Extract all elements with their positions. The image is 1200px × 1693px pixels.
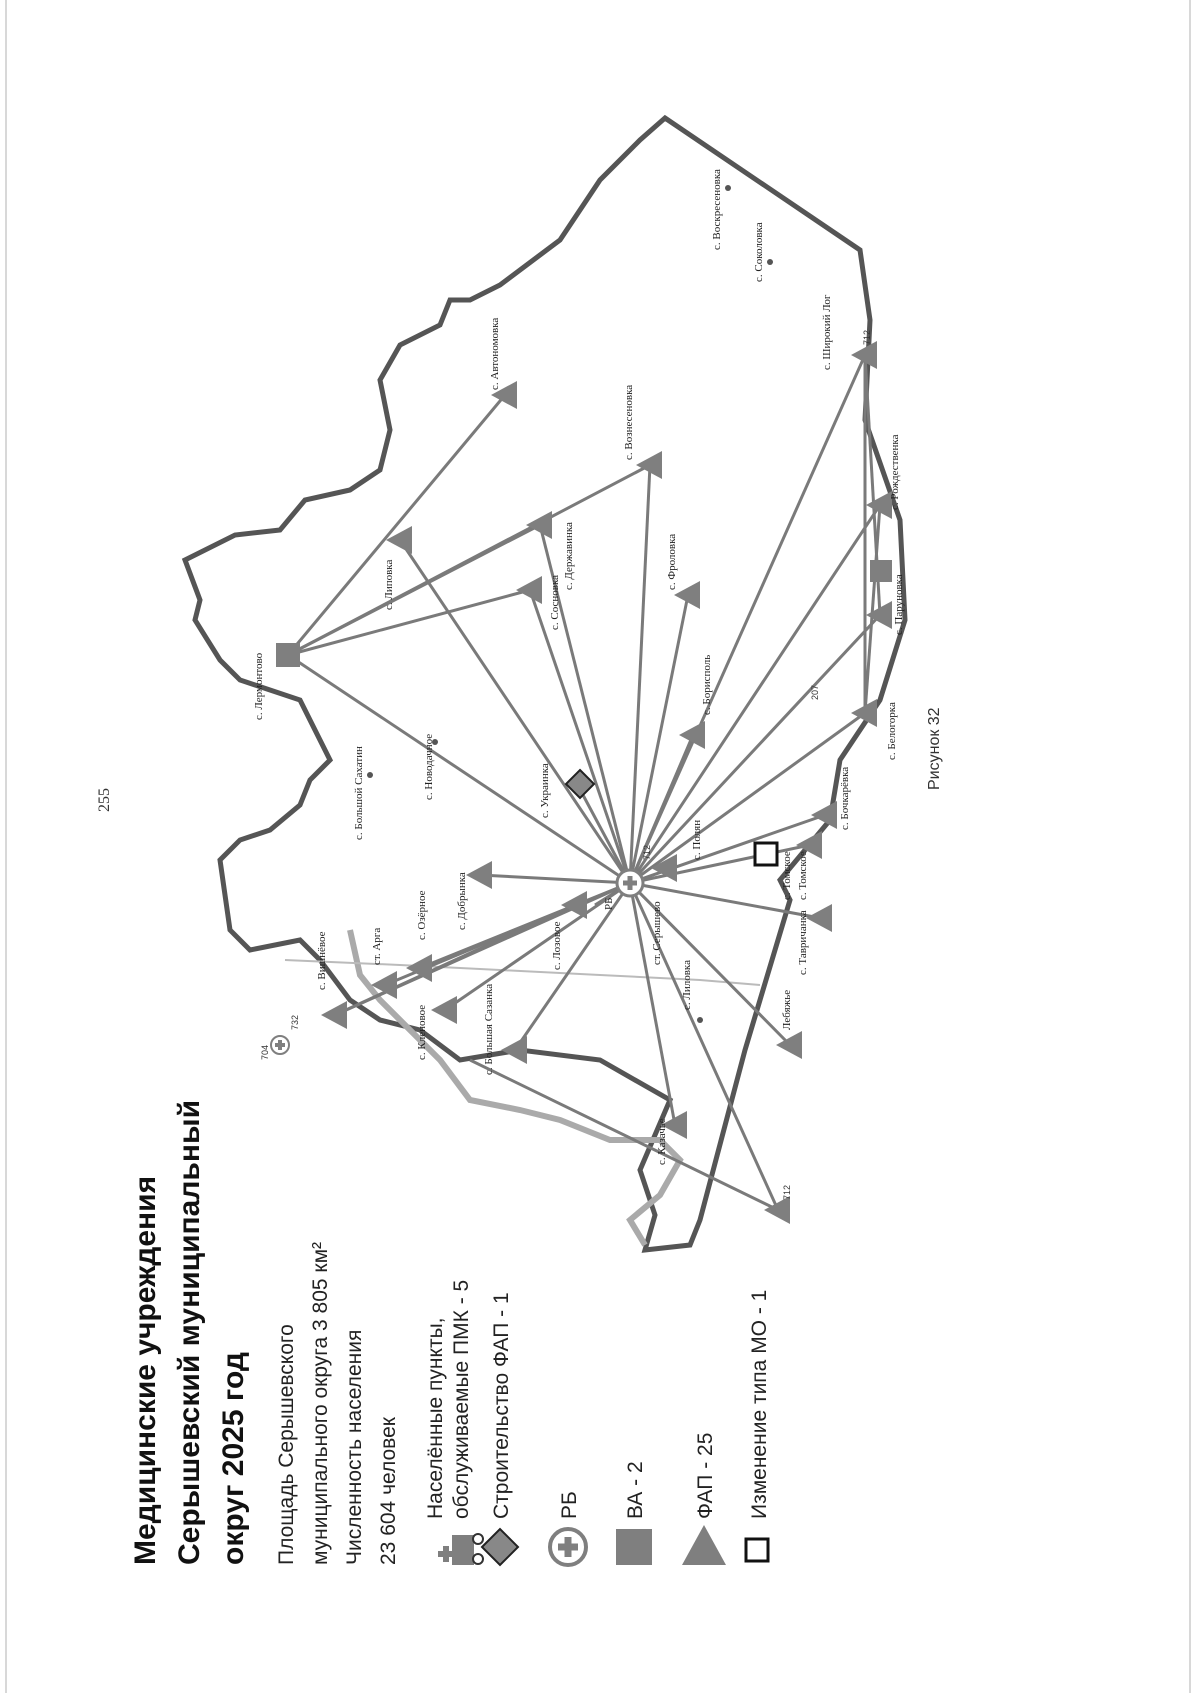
place-label: с. Рождественка bbox=[889, 434, 901, 510]
place-label: с. Вознесеновка bbox=[623, 384, 635, 460]
pmk-dot bbox=[367, 772, 373, 778]
place-label: с. Томское bbox=[797, 851, 809, 900]
fap-marker bbox=[321, 1001, 347, 1029]
change-type-marker bbox=[755, 843, 777, 865]
road-number: 712 bbox=[782, 1184, 792, 1200]
road-number: 704 bbox=[260, 1044, 270, 1060]
hub-road-label: 712 bbox=[642, 844, 652, 860]
line-to-dobrynka bbox=[480, 875, 630, 883]
place-label: с. Воскресеновка bbox=[711, 169, 723, 250]
legend-pmk-label-1: Населённые пункты, bbox=[424, 1317, 447, 1519]
place-label: с. Лиловка bbox=[681, 960, 693, 1010]
pmk-dot bbox=[697, 1017, 703, 1023]
fap-marker bbox=[501, 1036, 527, 1064]
place-label: с. Широкий Лог bbox=[821, 294, 833, 370]
place-label: с. Тавричанка bbox=[797, 910, 809, 975]
road-number: 712 bbox=[862, 329, 872, 345]
info-line-4: 23 604 человек bbox=[377, 1417, 400, 1565]
place-label: с. Добрынка bbox=[456, 872, 468, 930]
road-number: 207 bbox=[810, 684, 820, 700]
place-label: с. Новодачное bbox=[423, 733, 435, 800]
page-number: 255 bbox=[96, 788, 113, 812]
place-label: с. Украинка bbox=[539, 763, 551, 818]
district-border bbox=[185, 118, 905, 1250]
place-label: с. Борисполь bbox=[701, 654, 713, 715]
legend-fap-icon bbox=[682, 1525, 726, 1565]
legend-pmk-icon bbox=[438, 1534, 483, 1565]
hub-label: РБ bbox=[603, 897, 615, 910]
place-label: с. Полян bbox=[691, 819, 703, 860]
place-label: с. Озёрное bbox=[416, 890, 428, 940]
place-label: ст. Арга bbox=[371, 927, 383, 965]
place-label: с. Кленовое bbox=[416, 1004, 428, 1060]
info-line-3: Численность населения bbox=[343, 1329, 366, 1565]
fap-marker bbox=[526, 511, 552, 539]
place-label: с. Паруновка bbox=[893, 574, 905, 635]
place-label: с. Липовка bbox=[383, 559, 395, 610]
line-to-sosnovka bbox=[530, 590, 630, 883]
info-line-2: муниципального округа 3 805 км² bbox=[309, 1241, 332, 1565]
title-line-3: округ 2025 год bbox=[217, 1352, 250, 1565]
pmk-dot bbox=[767, 259, 773, 265]
info-line-1: Площадь Серышевского bbox=[275, 1324, 298, 1565]
line-lermontovo-avtonomovka bbox=[288, 395, 505, 655]
place-label: Лебяжье bbox=[781, 989, 793, 1030]
line-to-lipovka bbox=[400, 540, 630, 883]
title-line-1: Медицинские учреждения bbox=[129, 1175, 162, 1565]
central-hospital-marker bbox=[617, 870, 643, 896]
place-label: с. Бочкарёвка bbox=[839, 766, 851, 830]
fap-marker bbox=[386, 526, 412, 554]
va-marker-east bbox=[870, 560, 892, 582]
legend bbox=[424, 1280, 771, 1565]
legend-change-icon bbox=[746, 1539, 768, 1561]
place-label: с. Фроловка bbox=[666, 533, 678, 590]
line-to-shirokiy-log bbox=[630, 355, 865, 883]
line-to-voznesenovka bbox=[630, 465, 650, 883]
place-label: с. Большой Сахатин bbox=[353, 746, 365, 840]
fap-markers bbox=[321, 341, 892, 1224]
place-label: с. Лозовое bbox=[551, 921, 563, 970]
legend-va-label: ВА - 2 bbox=[624, 1461, 647, 1519]
place-label: с. Державинка bbox=[563, 522, 575, 590]
place-label: с. Сосновка bbox=[549, 574, 561, 630]
title-line-2: Серышевский муниципальный bbox=[173, 1099, 206, 1565]
place-label: ст. Серышево bbox=[651, 901, 663, 965]
line-west-south bbox=[470, 1060, 778, 1210]
fap-marker bbox=[561, 891, 587, 919]
legend-pmk-label-2: обслуживаемые ПМК - 5 bbox=[450, 1279, 473, 1519]
va-marker-lermontovo bbox=[276, 643, 300, 667]
hospital-marker-2 bbox=[271, 1036, 289, 1054]
line-to-lermontovo bbox=[288, 655, 630, 883]
road-number: 732 bbox=[290, 1014, 300, 1030]
line-lermontovo-sosnovka bbox=[288, 590, 530, 655]
legend-construction-icon bbox=[482, 1529, 518, 1565]
legend-fap-label: ФАП - 25 bbox=[694, 1432, 717, 1519]
place-label: с. Казачье bbox=[656, 1118, 668, 1165]
legend-construction-label: Строительство ФАП - 1 bbox=[490, 1292, 513, 1519]
place-label: с. Вишнёвое bbox=[316, 931, 328, 990]
place-labels bbox=[253, 169, 905, 1165]
figure-caption: Рисунок 32 bbox=[926, 707, 943, 790]
legend-rb-icon bbox=[550, 1529, 586, 1565]
fap-marker bbox=[516, 576, 542, 604]
fap-marker bbox=[466, 861, 492, 889]
title-block bbox=[129, 1100, 400, 1565]
road-numbers bbox=[260, 330, 872, 1200]
legend-rb-label: РБ bbox=[558, 1491, 581, 1519]
place-label: с. Белогорка bbox=[886, 702, 898, 760]
place-label: с. Соколовка bbox=[753, 222, 765, 282]
place-label: с. Томское bbox=[781, 851, 793, 900]
legend-va-icon bbox=[616, 1529, 652, 1565]
fap-marker bbox=[806, 904, 832, 932]
place-label: с. Автономовка bbox=[489, 317, 501, 390]
pmk-dot bbox=[725, 185, 731, 191]
place-label: с. Лермонтово bbox=[253, 652, 265, 720]
legend-change-label: Изменение типа МО - 1 bbox=[748, 1289, 771, 1519]
line-lermontovo-derzhavinka bbox=[288, 525, 540, 655]
place-label: с. Большая Сазанка bbox=[483, 983, 495, 1075]
fap-marker bbox=[431, 996, 457, 1024]
